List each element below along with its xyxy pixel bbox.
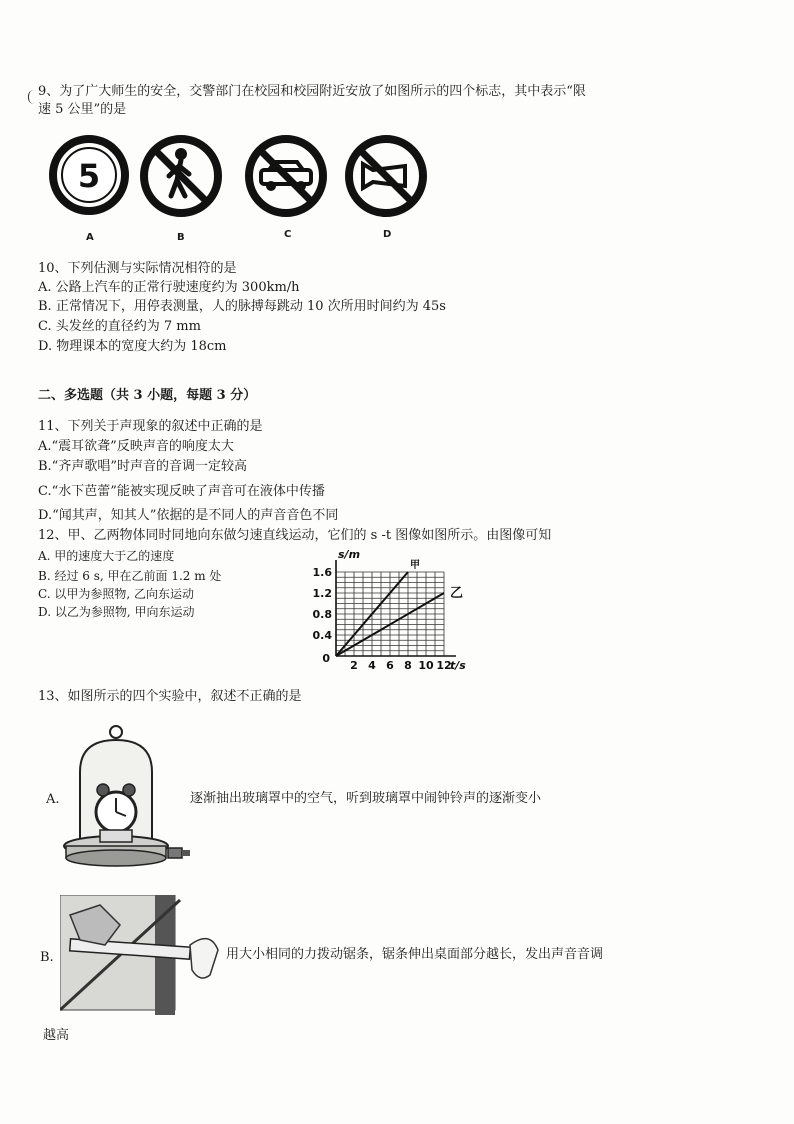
y-tick-label: 0.4 <box>312 629 332 642</box>
q10-stem: 10、下列估测与实际情况相符的是 <box>38 261 237 276</box>
q13-option-b-text: 用大小相同的力拨动锯条，锯条伸出桌面部分越长，发出声音音调 <box>226 947 604 962</box>
series-label-jia: 甲 <box>410 560 420 571</box>
x-axis-label: t/s <box>450 659 466 672</box>
q11-option-b: B.“齐声歌唱”时声音的音调一定较高 <box>38 459 247 474</box>
sign-c-no-vehicle <box>243 134 329 218</box>
q13-stem: 13、如图所示的四个实验中，叙述不正确的是 <box>38 689 302 704</box>
bell-jar-illustration <box>60 722 200 872</box>
q12-option-b: B. 经过 6 s, 甲在乙前面 1.2 m 处 <box>38 569 222 583</box>
section-2-title: 二、多选题（共 3 小题，每题 3 分） <box>38 388 257 403</box>
sign-a-speed-limit <box>48 134 130 216</box>
q12-option-a: A. 甲的速度大于乙的速度 <box>38 549 175 563</box>
x-tick-label: 2 <box>350 659 358 672</box>
q13-option-a-text: 逐渐抽出玻璃罩中的空气，听到玻璃罩中闹钟铃声的逐渐变小 <box>190 791 542 806</box>
scan-mark <box>28 90 35 104</box>
q9-stem-line1: 9、为了广大师生的安全，交警部门在校园和校园附近安放了如图所示的四个标志，其中表示“限 <box>38 84 586 99</box>
q10-option-d: D. 物理课本的宽度大约为 18cm <box>38 339 227 354</box>
sign-label-a: A <box>86 232 94 243</box>
sign-label-c: C <box>284 229 292 240</box>
q10-option-c: C. 头发丝的直径约为 7 mm <box>38 319 201 334</box>
q9-stem-line2: 速 5 公里”的是 <box>38 102 127 117</box>
q11-stem: 11、下列关于声现象的叙述中正确的是 <box>38 419 263 434</box>
origin-label: 0 <box>322 652 330 665</box>
q11-option-c: C.“水下芭蕾”能被实现反映了声音可在液体中传播 <box>38 484 325 499</box>
y-tick-label: 0.8 <box>312 608 332 621</box>
q10-option-b: B. 正常情况下，用停表测量，人的脉搏每跳动 10 次所用时间约为 45s <box>38 299 446 314</box>
q12-option-c: C. 以甲为参照物, 乙向东运动 <box>38 587 195 601</box>
sign-d-no-horn <box>343 134 429 218</box>
q11-option-d: D.“闻其声，知其人”依据的是不同人的声音音色不同 <box>38 508 339 523</box>
y-axis-label: s/m <box>338 548 361 561</box>
q10-option-a: A. 公路上汽车的正常行驶速度约为 300km/h <box>38 280 300 295</box>
q11-option-a: A.“震耳欲聋”反映声音的响度太大 <box>38 439 234 454</box>
q12-option-d: D. 以乙为参照物, 甲向东运动 <box>38 605 195 619</box>
x-tick-label: 10 <box>418 659 434 672</box>
x-tick-label: 8 <box>404 659 412 672</box>
st-graph <box>300 548 480 678</box>
q12-stem: 12、甲、乙两物体同时同地向东做匀速直线运动，它们的 s -t 图像如图所示。由图像可知 <box>38 528 552 543</box>
sign-b-no-pedestrian <box>139 134 223 218</box>
x-tick-label: 12 <box>436 659 452 672</box>
q13-option-b-text-continued: 越高 <box>43 1028 70 1043</box>
sign-label-d: D <box>383 229 392 240</box>
x-tick-label: 4 <box>368 659 376 672</box>
sign-label-b: B <box>177 232 185 243</box>
saw-blade-illustration <box>60 895 230 1025</box>
q13-option-b-letter: B. <box>40 950 54 965</box>
y-tick-label: 1.6 <box>312 566 332 579</box>
q13-option-a-letter: A. <box>46 792 60 807</box>
x-tick-label: 6 <box>386 659 394 672</box>
sign-a-number: 5 <box>77 157 101 195</box>
series-label-yi: 乙 <box>450 586 464 601</box>
y-tick-label: 1.2 <box>312 587 332 600</box>
